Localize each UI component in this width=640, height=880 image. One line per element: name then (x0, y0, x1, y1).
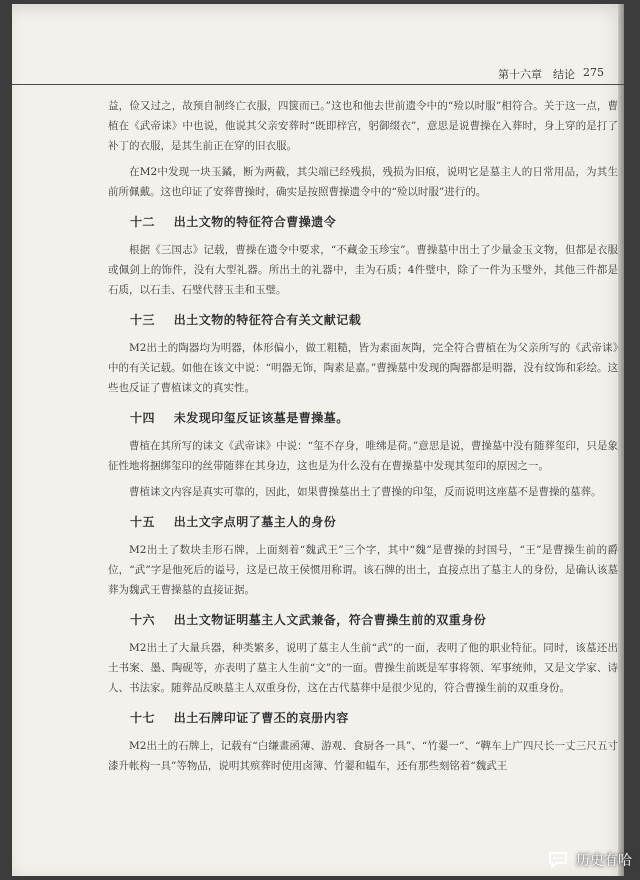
source-watermark (546, 848, 632, 872)
section-number: 十四 (130, 411, 156, 425)
section-number: 十二 (130, 215, 156, 229)
body-paragraph: M2出土了数块圭形石牌，上面刻着“魏武王”三个字，其中“魏”是曹操的封国号，“王”是曹操生前的爵位，“武”字是他死后的谥号，这是已故王侯惯用称谓。该石牌的出土，直接点出了墓主人的身份，是确认该墓葬为魏武王曹操墓的直接证据。 (108, 544, 618, 596)
running-header (12, 62, 624, 85)
body-paragraph: 曹植诔文内容是真实可靠的，因此，如果曹操墓出土了曹操的印玺，反而说明这座墓不是曹操的墓葬。 (129, 486, 602, 498)
section-heading (130, 512, 618, 532)
page-body (108, 96, 618, 782)
watermark-text: 历史有哈 (576, 853, 632, 869)
section-title: 出土文字点明了墓主人的身份 (173, 515, 337, 529)
body-paragraph: M2出土的陶器均为明器，体形偏小，做工粗糙，皆为素面灰陶，完全符合曹植在为父亲所写的《武帝诔》中的有关记载。如他在该文中说：“明器无饰，陶素是嘉。”曹操墓中发现的陶器都是明器，没有纹饰和彩绘。这些也反证了曹植诔文的真实性。 (108, 342, 618, 394)
page-number: 275 (583, 66, 604, 79)
section-title: 出土文物证明墓主人文武兼备，符合曹操生前的双重身份 (173, 613, 487, 627)
body-paragraph: 益，俭又过之，故预自制终亡衣服，四箧而已。”这也和他去世前遗令中的“殓以时服”相符合。关于这一点，曹植在《武帝诔》中也说，他说其父亲安葬时“既即梓宫，躬御缀衣”，意思是说曹操在入葬时，身上穿的是打了补丁的衣服，是其生前正在穿的旧衣服。 (108, 100, 618, 152)
body-paragraph: 曹植在其所写的诔文《武帝诔》中说：“玺不存身，唯绋是荷。”意思是说，曹操墓中没有随葬玺印，只是象征性地将捆绑玺印的丝带随葬在其身边，这也是为什么没有在曹操墓中发现其玺印的原因之一。 (108, 440, 618, 472)
section-heading (130, 310, 618, 330)
section-title: 出土文物的特征符合有关文献记载 (173, 313, 362, 327)
section-title: 出土石牌印证了曹丕的哀册内容 (173, 711, 349, 725)
speech-bubble-icon (546, 848, 570, 872)
section-title: 出土文物的特征符合曹操遗令 (173, 215, 337, 229)
section-number: 十六 (130, 613, 156, 627)
body-paragraph: M2出土了大量兵器，种类繁多，说明了墓主人生前“武”的一面，表明了他的职业特征。同时，该墓还出土书案、墨、陶砚等，亦表明了墓主人生前“文”的一面。曹操生前既是军事将领、军事统帅，又是文学家、诗人、书法家。随葬品反映墓主人双重身份，这在古代墓葬中是很少见的，符合曹操生前的双重身份。 (108, 642, 618, 694)
body-paragraph: M2出土的石牌上，记载有“白缣畫函薄、游观、食厨各一具”、“竹翣一”、“鞞车上广四尺长一丈三尺五寸漆升帐构一具”等物品，说明其殡葬时使用卤簿、竹翣和辒车，还有那些刻铭着“魏武王 (108, 740, 618, 772)
section-heading (130, 408, 618, 428)
section-heading (130, 708, 618, 728)
section-title: 未发现印玺反证该墓是曹操墓。 (173, 411, 349, 425)
chapter-title: 第十六章 结论 (498, 68, 575, 81)
document-page (12, 4, 624, 876)
section-number: 十七 (130, 711, 156, 725)
section-number: 十三 (130, 313, 156, 327)
section-number: 十五 (130, 515, 156, 529)
section-heading (130, 610, 618, 630)
section-heading (130, 212, 618, 232)
page-edge (618, 4, 624, 876)
body-paragraph: 根据《三国志》记载，曹操在遗令中要求，“不藏金玉珍宝”。曹操墓中出土了少量金玉文物，但都是衣服或佩剑上的饰件，没有大型礼器。所出土的礼器中，圭为石质；4件璧中，除了一件为玉璧外，其他三件都是石质，以石圭、石璧代替玉圭和玉璧。 (108, 244, 618, 296)
body-paragraph: 在M2中发现一块玉鐍，断为两截，其尖端已经残损，残损为旧痕，说明它是墓主人的日常用品，为其生前所佩戴。这也印证了安葬曹操时，确实是按照曹操遗令中的“殓以时服”进行的。 (108, 166, 618, 198)
